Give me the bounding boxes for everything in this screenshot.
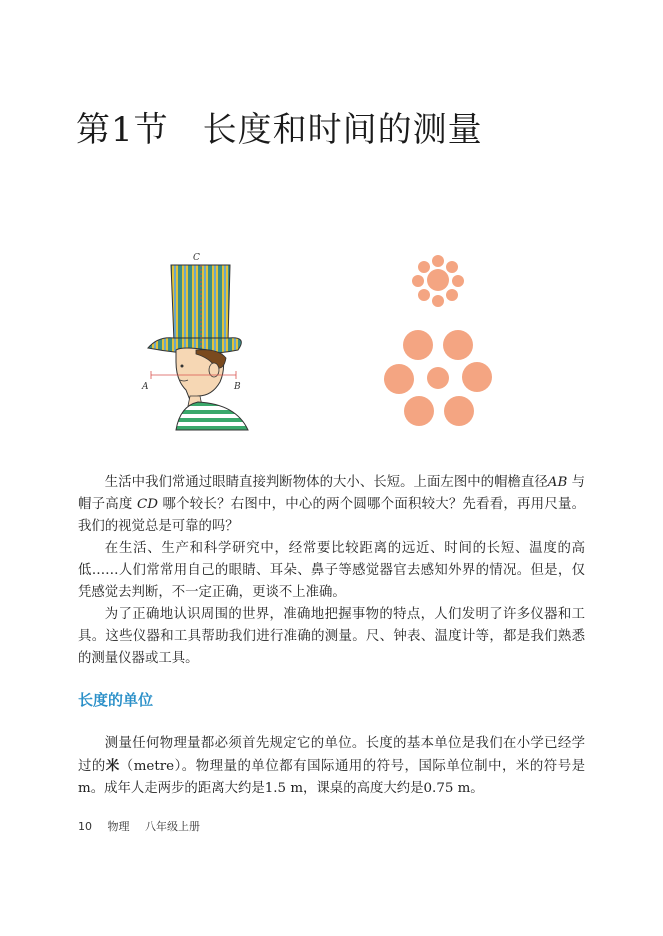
label-a: A bbox=[142, 382, 149, 392]
section-title: 长度和时间的测量 bbox=[202, 110, 483, 150]
circle-illusion-figure bbox=[382, 255, 494, 427]
section-number: 第1节 bbox=[76, 110, 169, 150]
paragraph-instruments: 为了正确地认识周围的世界，准确地把握事物的特点，人们发明了许多仪器和工具。这些仪器和工具帮助我们进行准确的测量。尺、钟表、温度计等，都是我们熟悉的测量仪器或工具。 bbox=[78, 607, 585, 666]
footer-subject: 物理 bbox=[107, 820, 130, 833]
page-title bbox=[76, 102, 483, 151]
paragraph-units: 测量任何物理量都必须首先规定它的单位。长度的基本单位是我们在小学已经学过的米（metre）。物理量的单位都有国际通用的符号，国际单位制中，米的符号是m。成年人走两步的距离大约是1.5 m，课桌的高度大约是0.75 m。 bbox=[78, 736, 586, 796]
page-footer bbox=[78, 818, 212, 834]
bottom-center-circle bbox=[427, 367, 449, 389]
section-heading: 长度的单位 bbox=[78, 691, 154, 709]
paragraph-intro: 生活中我们常通过眼睛直接判断物体的大小、长短。上面左图中的帽檐直径AB 与帽子高度 CD 哪个较长？右图中，中心的两个圆哪个面积较大？先看看，再用尺量。我们的视觉总是可靠的吗？ bbox=[78, 475, 585, 534]
page-number: 10 bbox=[78, 820, 92, 833]
top-center-circle bbox=[427, 269, 449, 291]
hat-illusion-figure bbox=[138, 250, 268, 435]
label-b: B bbox=[234, 382, 241, 392]
footer-grade: 八年级上册 bbox=[145, 820, 200, 833]
paragraph-senses: 在生活、生产和科学研究中，经常要比较距离的远近、时间的长短、温度的高低……人们常常用自己的眼睛、耳朵、鼻子等感觉器官去感知外界的情况。但是，仅凭感觉去判断，不一定正确，更谈不上准确。 bbox=[78, 541, 585, 600]
label-c: C bbox=[193, 253, 200, 263]
